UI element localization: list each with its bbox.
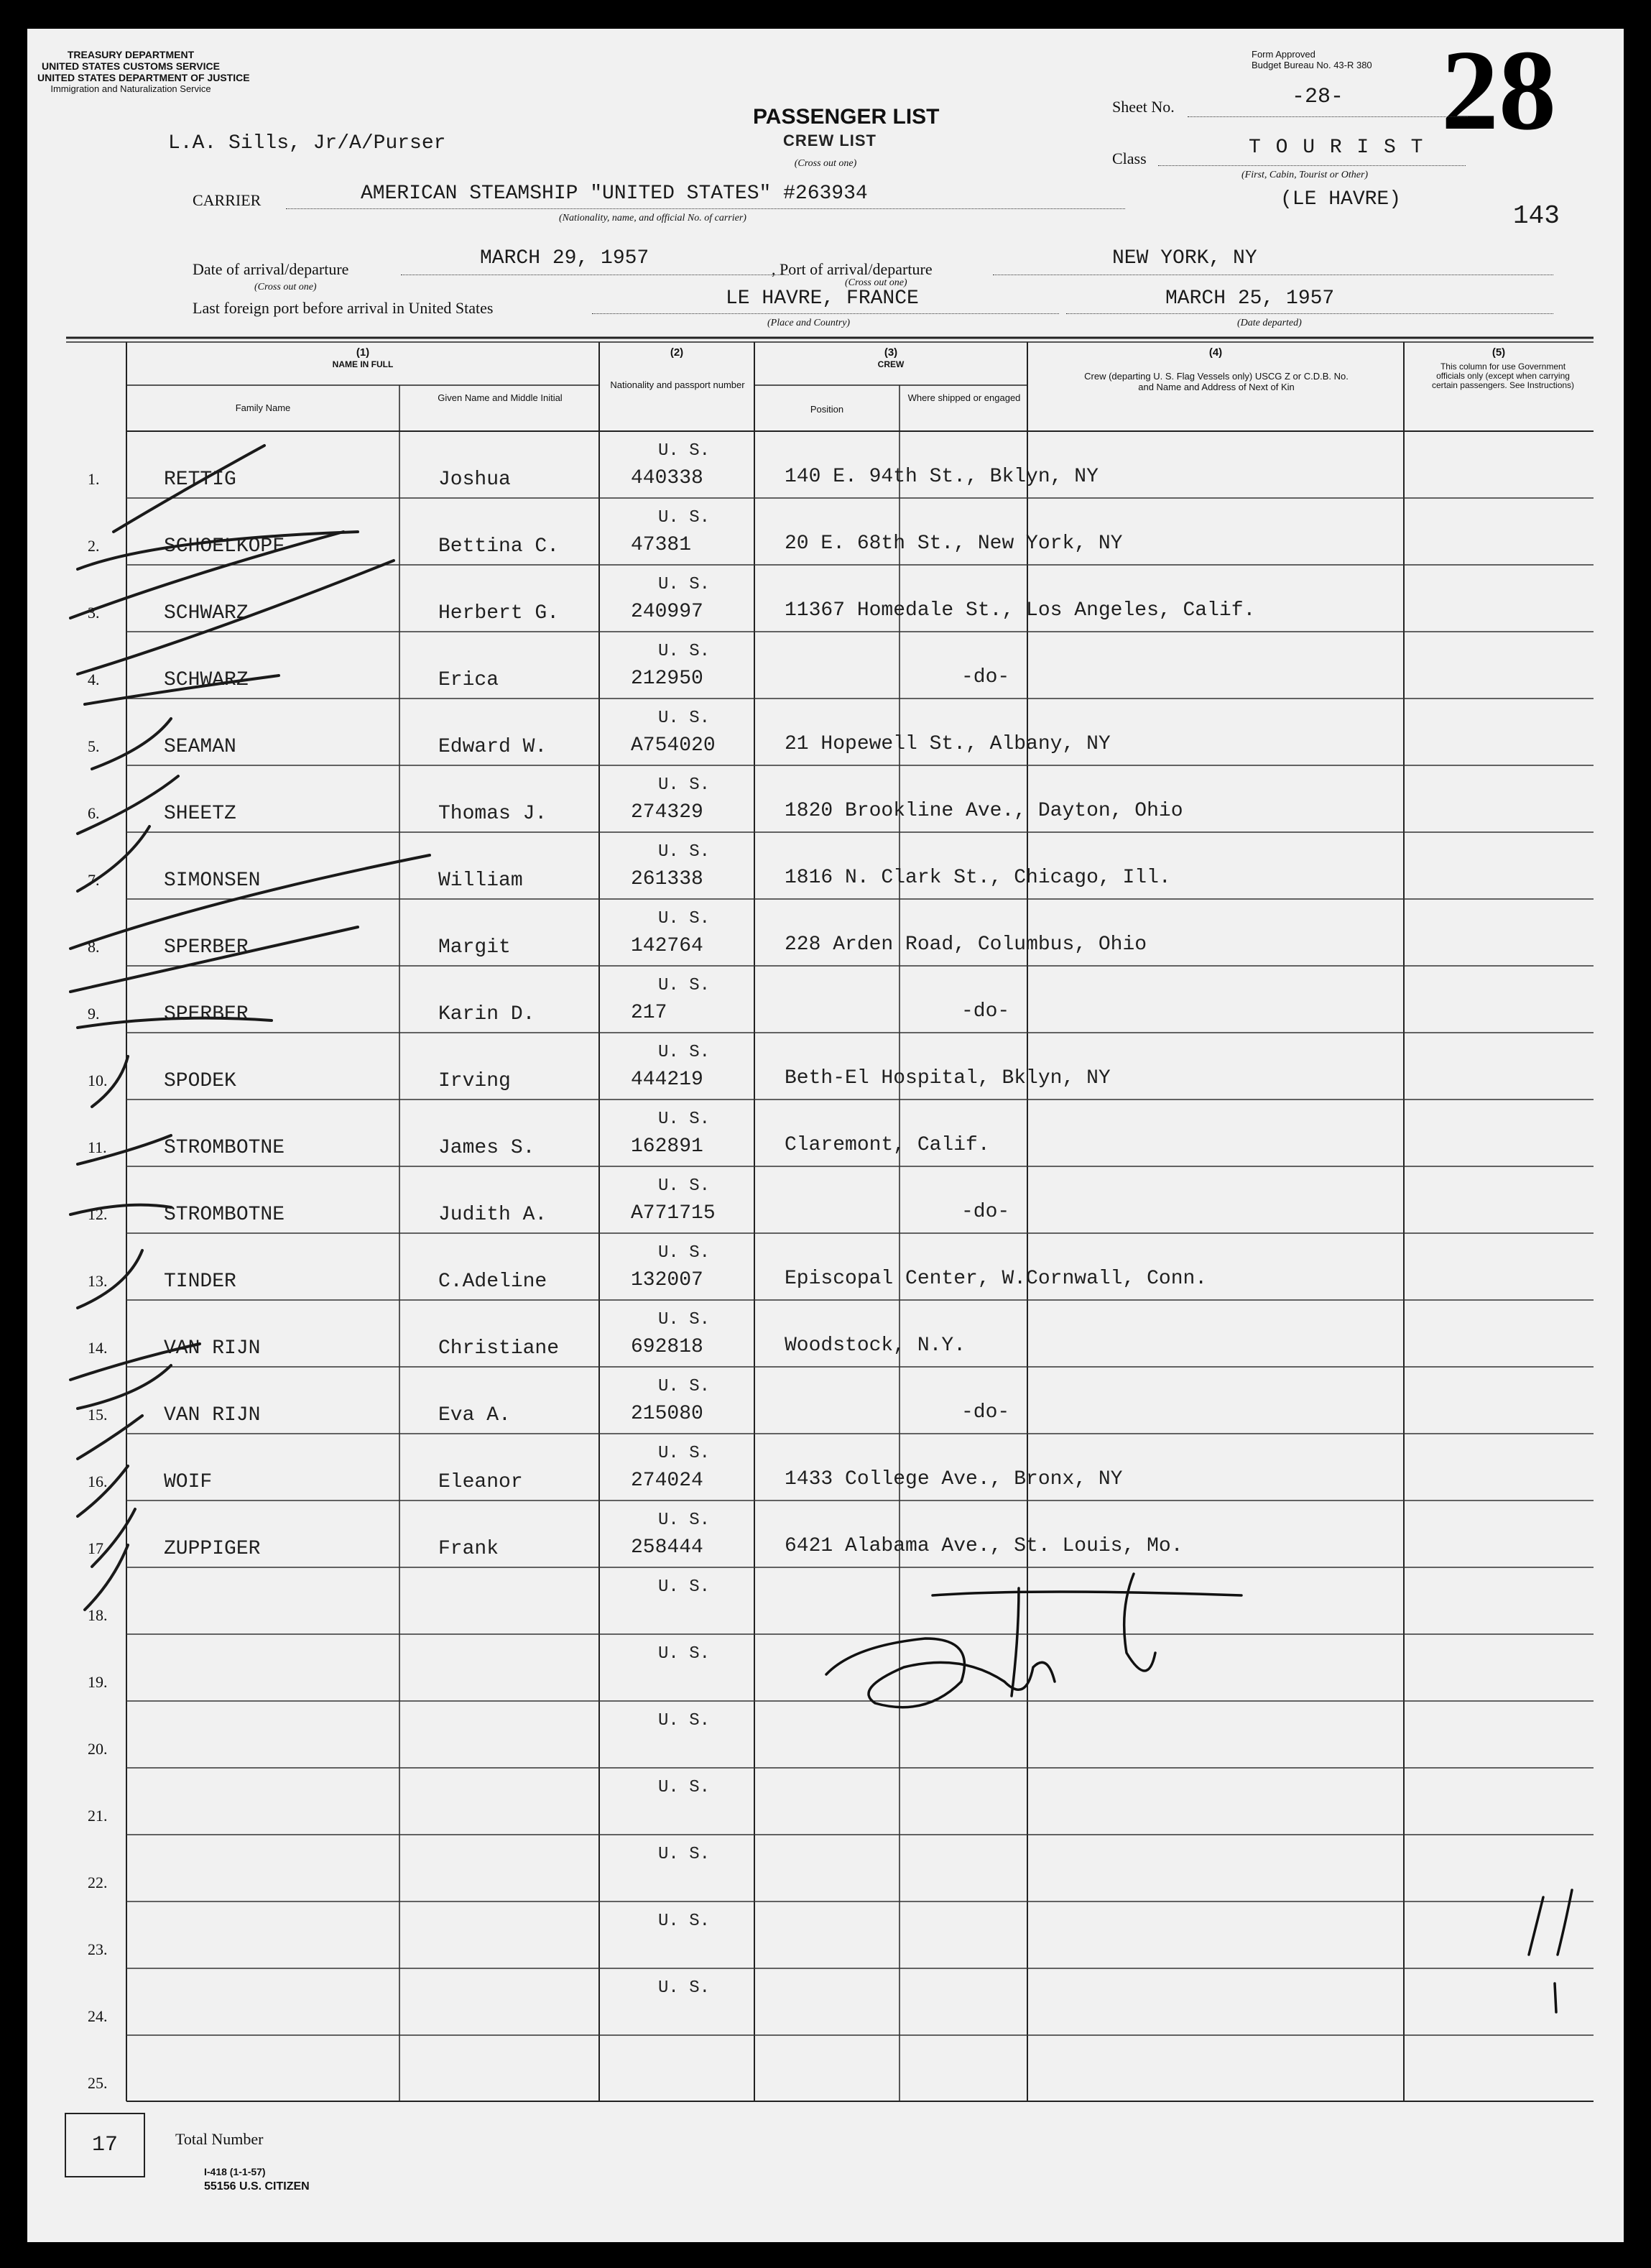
address: Episcopal Center, W.Cornwall, Conn. — [785, 1268, 1208, 1290]
last-port-hint: (Place and Country) — [767, 318, 851, 328]
given-name: Frank — [438, 1538, 499, 1560]
nationality: U. S. — [658, 575, 711, 594]
col1-number: (1) — [356, 346, 370, 359]
passport-number: A754020 — [631, 734, 716, 757]
family-name: VAN RIJN — [164, 1337, 261, 1360]
nationality: U. S. — [658, 642, 711, 661]
given-name: Judith A. — [438, 1204, 547, 1226]
given-name: Eva A. — [438, 1404, 511, 1426]
family-name: SCHOELKOPF — [164, 535, 285, 558]
handwritten-marks — [27, 29, 1624, 2242]
stamped-sheet-number: 28 — [1441, 29, 1556, 154]
agency-line-2: UNITED STATES CUSTOMS SERVICE — [42, 60, 220, 72]
row-number: 20. — [88, 1740, 108, 1758]
port-hint: (Cross out one) — [845, 277, 907, 288]
family-name: SIMONSEN — [164, 870, 261, 892]
budget-bureau-text: Budget Bureau No. 43-R 380 — [1252, 60, 1372, 70]
nationality: U. S. — [658, 508, 711, 527]
row-number: 3. — [88, 604, 100, 622]
class-extra: (LE HAVRE) — [1280, 188, 1402, 211]
family-name: SHEETZ — [164, 803, 236, 825]
family-name: SCHWARZ — [164, 602, 249, 624]
agency-line-3: UNITED STATES DEPARTMENT OF JUSTICE — [37, 72, 250, 83]
row-number: 8. — [88, 938, 100, 956]
address: 20 E. 68th St., New York, NY — [785, 533, 1123, 555]
nationality: U. S. — [658, 1845, 711, 1864]
family-name: STROMBOTNE — [164, 1204, 285, 1226]
row-number: 10. — [88, 1071, 108, 1089]
row-number: 22. — [88, 1873, 108, 1891]
given-name: Herbert G. — [438, 602, 560, 624]
address: 11367 Homedale St., Los Angeles, Calif. — [785, 599, 1256, 622]
nationality: U. S. — [658, 976, 711, 995]
last-port-label: Last foreign port before arrival in United States — [193, 299, 494, 317]
given-name: Christiane — [438, 1337, 560, 1360]
given-name: Irving — [438, 1070, 511, 1092]
passport-number: 162891 — [631, 1135, 703, 1158]
nationality: U. S. — [658, 909, 711, 928]
address: 6421 Alabama Ave., St. Louis, Mo. — [785, 1535, 1183, 1557]
col1a-header: Family Name — [235, 402, 291, 413]
port-value: NEW YORK, NY — [1112, 247, 1257, 269]
col5-header: This column for use Government officials only (except when carrying certain passengers. See Instructions) — [1431, 361, 1575, 390]
row-number: 11. — [88, 1138, 107, 1156]
nationality: U. S. — [658, 1377, 711, 1396]
col2-header: Nationality and passport number — [610, 379, 745, 390]
address: 21 Hopewell St., Albany, NY — [785, 733, 1111, 755]
total-box — [65, 2113, 145, 2177]
passport-number: 212950 — [631, 668, 703, 690]
passport-number: 444219 — [631, 1069, 703, 1091]
family-name: VAN RIJN — [164, 1404, 261, 1426]
arrival-label-text: Date of arrival/departure — [193, 260, 349, 278]
given-name: Margit — [438, 936, 511, 959]
nationality: U. S. — [658, 1043, 711, 1062]
address: 1820 Brookline Ave., Dayton, Ohio — [785, 800, 1183, 822]
date-departed-hint: (Date departed) — [1237, 318, 1302, 328]
class-hint: (First, Cabin, Tourist or Other) — [1241, 170, 1369, 180]
signature — [826, 1574, 1572, 2012]
passport-number: 132007 — [631, 1269, 703, 1291]
family-name: ZUPPIGER — [164, 1538, 261, 1560]
page-title: PASSENGER LIST — [753, 105, 940, 129]
passport-number: A771715 — [631, 1202, 716, 1225]
row-number: 5. — [88, 737, 100, 755]
row-number: 24. — [88, 2007, 108, 2025]
nationality: U. S. — [658, 709, 711, 728]
col3-number: (3) — [884, 346, 898, 359]
address: -do- — [961, 1401, 1010, 1424]
passport-number: 47381 — [631, 534, 692, 556]
given-name: Bettina C. — [438, 535, 560, 558]
row-number: 1. — [88, 470, 100, 488]
row-number: 25. — [88, 2074, 108, 2092]
nationality: U. S. — [658, 842, 711, 862]
passport-number: 274024 — [631, 1470, 703, 1492]
row-number: 17. — [88, 1539, 108, 1557]
cross-out-hint: (Cross out one) — [794, 158, 857, 169]
sheet-number: -28- — [1292, 85, 1344, 109]
nationality: U. S. — [658, 775, 711, 795]
address: Woodstock, N.Y. — [785, 1334, 966, 1357]
family-name: TINDER — [164, 1271, 236, 1293]
arrival-hint: (Cross out one) — [254, 282, 317, 292]
passport-number: 274329 — [631, 801, 703, 824]
col5-number: (5) — [1492, 346, 1506, 359]
date-departed-value: MARCH 25, 1957 — [1165, 287, 1335, 310]
col4-number: (4) — [1208, 346, 1223, 359]
row-number: 23. — [88, 1940, 108, 1958]
address: 1816 N. Clark St., Chicago, Ill. — [785, 867, 1171, 889]
form-footer: 55156 U.S. CITIZEN — [204, 2180, 310, 2193]
carrier-hint: (Nationality, name, and official No. of carrier) — [559, 213, 746, 223]
given-name: William — [438, 870, 523, 892]
address: 1433 College Ave., Bronx, NY — [785, 1468, 1123, 1490]
row-number: 15. — [88, 1406, 108, 1424]
nationality: U. S. — [658, 1978, 711, 1998]
passport-number: 261338 — [631, 868, 703, 890]
family-name: SEAMAN — [164, 736, 236, 758]
row-number: 21. — [88, 1807, 108, 1825]
purser: L.A. Sills, Jr/A/Purser — [168, 132, 446, 155]
passport-number: 692818 — [631, 1336, 703, 1358]
nationality: U. S. — [658, 1310, 711, 1329]
row-number: 16. — [88, 1472, 108, 1490]
sheet-label: Sheet No. — [1112, 98, 1175, 116]
address: -do- — [961, 1000, 1010, 1023]
nationality: U. S. — [658, 1644, 711, 1664]
arrival-date: MARCH 29, 1957 — [480, 247, 649, 269]
col1-title: NAME IN FULL — [332, 359, 394, 369]
address: -do- — [961, 1201, 1010, 1223]
given-name: C.Adeline — [438, 1271, 547, 1293]
passport-number: 215080 — [631, 1403, 703, 1425]
col2-number: (2) — [670, 346, 684, 359]
row-number: 6. — [88, 804, 100, 822]
row-number: 13. — [88, 1272, 108, 1290]
row-number: 4. — [88, 670, 100, 688]
address: Claremont, Calif. — [785, 1134, 990, 1156]
carrier-label: CARRIER — [193, 191, 262, 209]
class-label: Class — [1112, 149, 1147, 167]
given-name: Thomas J. — [438, 803, 547, 825]
family-name: SPERBER — [164, 936, 249, 959]
given-name: James S. — [438, 1137, 535, 1159]
row-number: 9. — [88, 1005, 100, 1023]
passport-number: 217 — [631, 1002, 667, 1024]
row-number: 7. — [88, 871, 100, 889]
given-name: Erica — [438, 669, 499, 691]
row-number: 19. — [88, 1673, 108, 1691]
passport-number: 142764 — [631, 935, 703, 957]
nationality: U. S. — [658, 441, 711, 461]
nationality: U. S. — [658, 1912, 711, 1931]
last-port-value: LE HAVRE, FRANCE — [726, 287, 919, 310]
col3-title: CREW — [877, 359, 905, 369]
nationality: U. S. — [658, 1176, 711, 1196]
passport-number: 440338 — [631, 467, 703, 489]
address: 140 E. 94th St., Bklyn, NY — [785, 466, 1099, 488]
port-label: , Port of arrival/departure — [772, 260, 933, 278]
total-count: 17 — [91, 2133, 118, 2157]
nationality: U. S. — [658, 1511, 711, 1530]
nationality: U. S. — [658, 1577, 711, 1597]
agency-line-1: TREASURY DEPARTMENT — [67, 49, 195, 60]
agency-line-4: Immigration and Naturalization Service — [50, 83, 211, 94]
carrier-value: AMERICAN STEAMSHIP "UNITED STATES" #263934 — [361, 183, 868, 205]
given-name: Edward W. — [438, 736, 547, 758]
row-number: 2. — [88, 537, 100, 555]
form-number: I-418 (1-1-57) — [204, 2166, 266, 2177]
family-name: SPERBER — [164, 1003, 249, 1025]
crew-list-text: CREW LIST — [783, 132, 877, 149]
family-name: WOIF — [164, 1471, 213, 1493]
class-value: T O U R I S T — [1249, 137, 1425, 159]
form-approved-text: Form Approved — [1252, 49, 1315, 60]
row-number: 14. — [88, 1339, 108, 1357]
col4-header: Crew (departing U. S. Flag Vessels only) USCG Z or C.D.B. No. and Name and Address of Next of Kin — [1084, 371, 1349, 392]
family-name: SPODEK — [164, 1070, 236, 1092]
nationality: U. S. — [658, 1110, 711, 1129]
col3b-header: Where shipped or engaged — [907, 392, 1021, 403]
family-name: RETTIG — [164, 469, 236, 491]
row-number: 12. — [88, 1205, 108, 1223]
passport-number: 240997 — [631, 601, 703, 623]
col1b-header: Given Name and Middle Initial — [438, 392, 563, 403]
passport-number: 258444 — [631, 1536, 703, 1559]
address: Beth-El Hospital, Bklyn, NY — [785, 1067, 1111, 1089]
col3a-header: Position — [810, 404, 844, 415]
passenger-list-sheet — [27, 29, 1624, 2242]
total-label: Total Number — [175, 2130, 264, 2148]
family-name: SCHWARZ — [164, 669, 249, 691]
stamp-number: 143 — [1513, 201, 1560, 231]
family-name: STROMBOTNE — [164, 1137, 285, 1159]
row-number: 18. — [88, 1606, 108, 1624]
nationality: U. S. — [658, 1711, 711, 1730]
given-name: Joshua — [438, 469, 511, 491]
given-name: Eleanor — [438, 1471, 523, 1493]
address: -do- — [961, 666, 1010, 688]
given-name: Karin D. — [438, 1003, 535, 1025]
nationality: U. S. — [658, 1778, 711, 1797]
nationality: U. S. — [658, 1243, 711, 1263]
nationality: U. S. — [658, 1444, 711, 1463]
address: 228 Arden Road, Columbus, Ohio — [785, 934, 1147, 956]
